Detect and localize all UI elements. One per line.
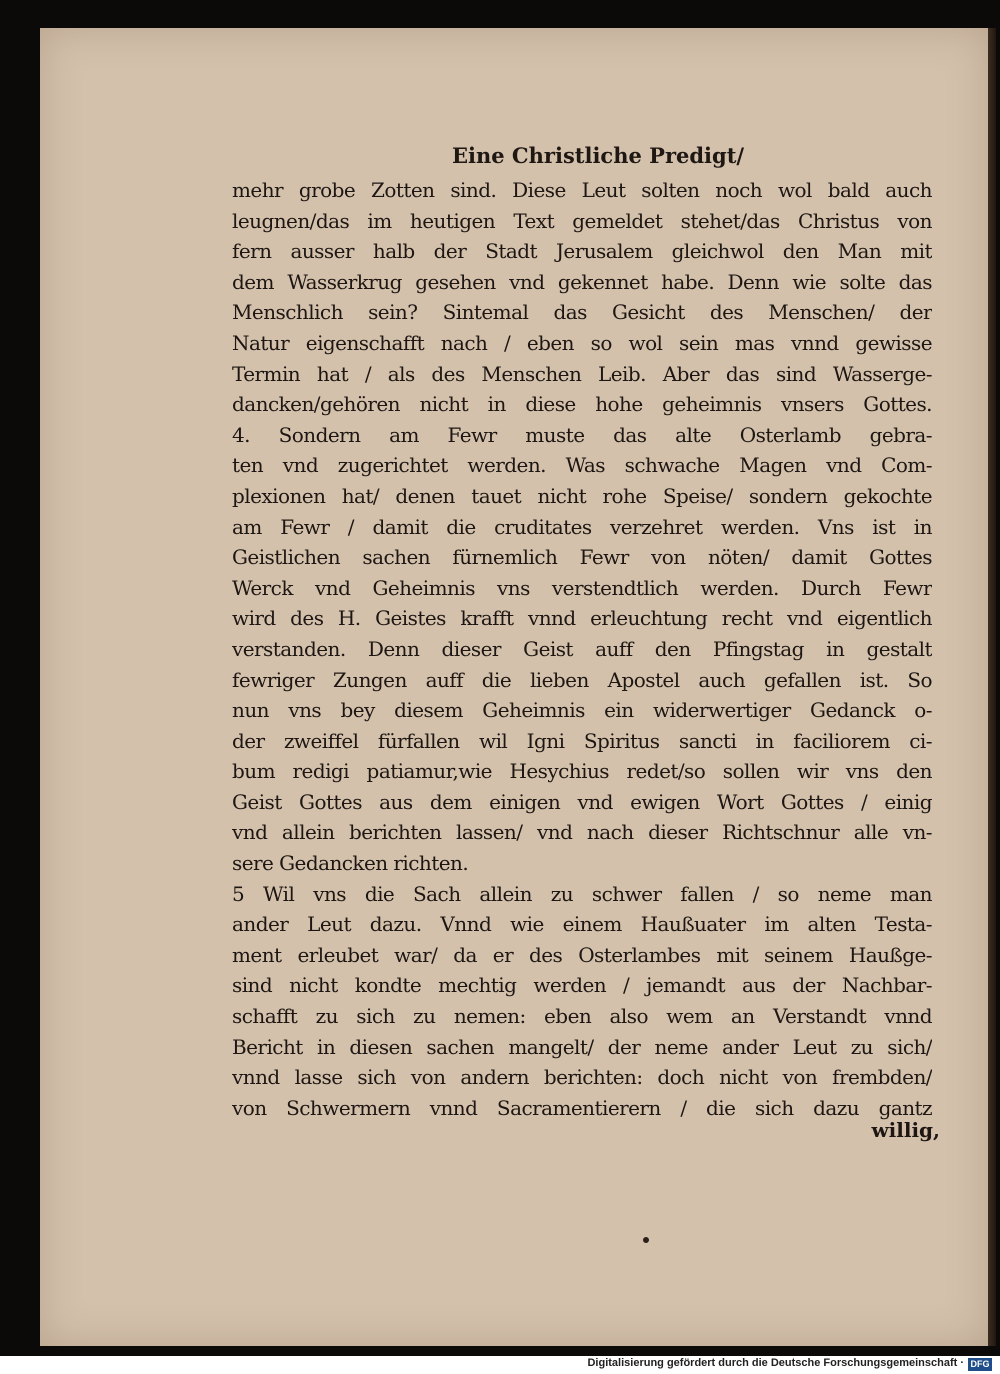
text-line: dem Wasserkrug gesehen vnd gekennet habe. Denn wie solte das <box>232 269 932 294</box>
text-line: von Schwermern vnnd Sacramentierern / die sich dazu gantz <box>232 1095 932 1120</box>
text-line: ten vnd zugerichtet werden. Was schwache Magen vnd Com- <box>232 453 932 478</box>
text-line: der zweiffel fürfallen wil Igni Spiritus sancti in faciliorem ci- <box>232 728 932 753</box>
text-line: plexionen hat/ denen tauet nicht rohe Speise/ sondern gekochte <box>232 483 932 508</box>
text-block <box>232 175 932 1123</box>
text-line: Geist Gottes aus dem einigen vnd ewigen Wort Gottes / einig <box>232 789 932 814</box>
ink-dot <box>643 1237 649 1243</box>
text-line: Werck vnd Geheimnis vns verstendtlich werden. Durch Fewr <box>232 575 932 600</box>
text-line: sere Gedancken richten. <box>232 851 469 876</box>
footer-bar <box>0 1356 1000 1374</box>
text-line: nun vns bey diesem Geheimnis ein widerwertiger Gedanck o- <box>232 698 932 723</box>
catchword: willig, <box>871 1118 940 1142</box>
text-line: fern ausser halb der Stadt Jerusalem gleichwol den Man mit <box>232 239 932 264</box>
text-line: 5 Wil vns die Sach allein zu schwer fallen / so neme man <box>232 881 932 906</box>
text-line: ment erleubet war/ da er des Osterlambes mit seinem Haußge- <box>232 942 932 967</box>
text-line: Geistlichen sachen fürnemlich Fewr von nöten/ damit Gottes <box>232 545 932 570</box>
dfg-logo: DFG <box>968 1358 992 1371</box>
text-line: ander Leut dazu. Vnnd wie einem Haußuater im alten Testa- <box>232 912 932 937</box>
text-line: Natur eigenschafft nach / eben so wol sein mas vnnd gewisse <box>232 330 932 355</box>
text-line: Menschlich sein? Sintemal das Gesicht des Menschen/ der <box>232 300 932 325</box>
text-line: Bericht in diesen sachen mangelt/ der neme ander Leut zu sich/ <box>232 1034 932 1059</box>
text-line: wird des H. Geistes krafft vnnd erleuchtung recht vnd eigentlich <box>232 606 932 631</box>
text-line: vnd allein berichten lassen/ vnd nach dieser Richtschnur alle vn- <box>232 820 932 845</box>
text-line: 4. Sondern am Fewr muste das alte Osterlamb gebra- <box>232 422 932 447</box>
text-line: dancken/gehören nicht in diese hohe geheimnis vnsers Gottes. <box>232 392 932 417</box>
text-line: schafft zu sich zu nemen: eben also wem an Verstandt vnnd <box>232 1004 932 1029</box>
text-line: bum redigi patiamur,wie Hesychius redet/so sollen wir vns den <box>232 759 932 784</box>
running-head: Eine Christliche Predigt/ <box>452 143 745 168</box>
text-line: verstanden. Denn dieser Geist auff den Pfingstag in gestalt <box>232 636 932 661</box>
text-line: vnnd lasse sich von andern berichten: doch nicht von frembden/ <box>232 1065 932 1090</box>
text-line: am Fewr / damit die cruditates verzehret werden. Vns ist in <box>232 514 932 539</box>
text-line: mehr grobe Zotten sind. Diese Leut solten noch wol bald auch <box>232 178 932 202</box>
text-line: leugnen/das im heutigen Text gemeldet stehet/das Christus von <box>232 208 932 233</box>
text-line: sind nicht kondte mechtig werden / jemandt aus der Nachbar- <box>232 973 932 998</box>
text-line: Termin hat / als des Menschen Leib. Aber das sind Wasserge- <box>232 361 932 386</box>
text-line: fewriger Zungen auff die lieben Apostel auch gefallen ist. So <box>232 667 932 692</box>
page-edge <box>988 28 996 1346</box>
funding-credit: Digitalisierung gefördert durch die Deutsche Forschungsgemeinschaft · <box>587 1357 964 1369</box>
